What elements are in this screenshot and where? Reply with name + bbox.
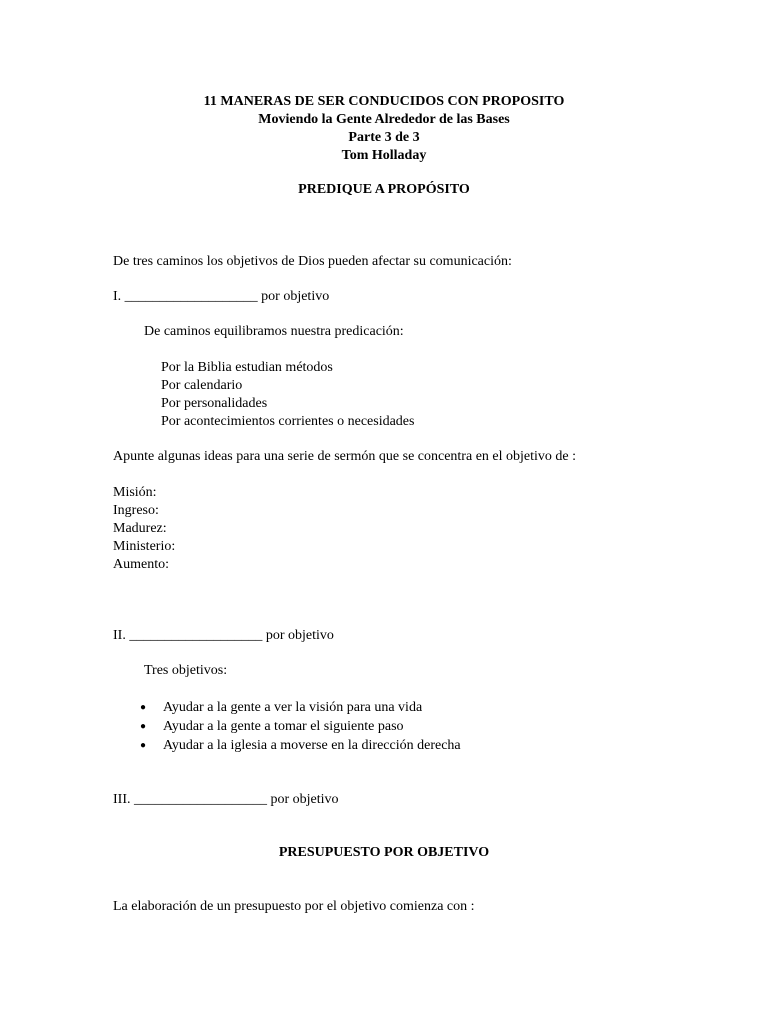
purpose-label: Misión: (113, 485, 157, 500)
section-heading-presupuesto: PRESUPUESTO POR OBJETIVO (278, 845, 490, 860)
series-prompt: Apunte algunas ideas para una serie de sermón que se concentra en el objetivo de : (113, 449, 576, 464)
balance-item: Por calendario (161, 378, 243, 393)
objective-item: Ayudar a la iglesia a moverse en la dirección derecha (163, 738, 461, 753)
balance-item: Por personalidades (161, 396, 268, 411)
balance-intro: De caminos equilibramos nuestra predicación: (144, 324, 404, 339)
purpose-label: Ministerio: (113, 539, 176, 554)
document-author: Tom Holladay (341, 148, 427, 163)
section-heading-predique: PREDIQUE A PROPÓSITO (298, 182, 470, 197)
document-subtitle: Moviendo la Gente Alrededor de las Bases (258, 112, 510, 127)
section-intro-text: De tres caminos los objetivos de Dios pueden afectar su comunicación: (113, 254, 512, 269)
point-one: I. ___________________ por objetivo (113, 289, 330, 304)
budget-intro: La elaboración de un presupuesto por el objetivo comienza con : (113, 899, 475, 914)
bullet-icon: ● (140, 721, 147, 732)
three-objectives-label: Tres objetivos: (144, 663, 228, 678)
purpose-label: Aumento: (113, 557, 169, 572)
objective-item: Ayudar a la gente a ver la visión para una vida (163, 700, 423, 715)
document-title: 11 MANERAS DE SER CONDUCIDOS CON PROPOSITO (203, 94, 565, 109)
balance-item: Por acontecimientos corrientes o necesidades (161, 414, 415, 429)
bullet-icon: ● (140, 740, 147, 751)
document-part: Parte 3 de 3 (348, 130, 420, 145)
bullet-icon: ● (140, 702, 147, 713)
point-three: III. ___________________ por objetivo (113, 792, 339, 807)
purpose-label: Ingreso: (113, 503, 159, 518)
point-two: II. ___________________ por objetivo (113, 628, 334, 643)
objective-item: Ayudar a la gente a tomar el siguiente paso (163, 719, 404, 734)
purpose-label: Madurez: (113, 521, 167, 536)
balance-item: Por la Biblia estudian métodos (161, 360, 333, 375)
